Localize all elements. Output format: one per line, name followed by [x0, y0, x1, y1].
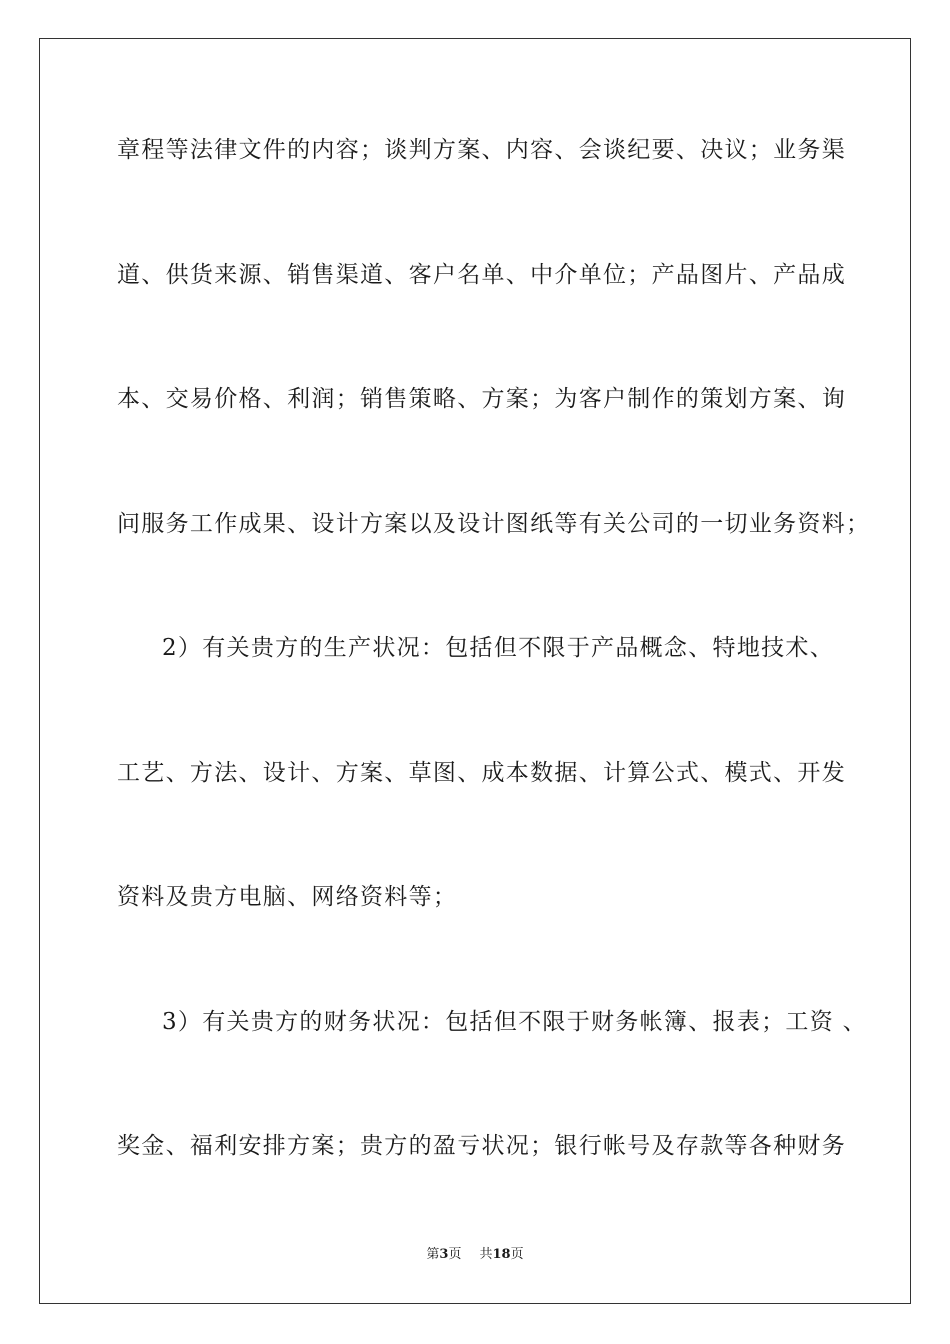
footer-page-prefix: 第: [426, 1247, 440, 1262]
footer-page-suffix: 页: [448, 1247, 462, 1262]
page-frame: [39, 38, 911, 1304]
footer-total-prefix: 共: [479, 1247, 493, 1262]
body-line-3: 本、交易价格、利润；销售策略、方案；为客户制作的策划方案、询: [117, 386, 846, 412]
body-line-9: 奖金、福利安排方案；贵方的盈亏状况；银行帐号及存款等各种财务: [117, 1133, 846, 1159]
body-line-5-paragraph-2: 2）有关贵方的生产状况：包括但不限于产品概念、特地技术、: [162, 635, 835, 661]
footer-page-number: 3: [439, 1247, 449, 1262]
body-line-7: 资料及贵方电脑、网络资料等；: [117, 884, 458, 910]
page-footer: [0, 1246, 950, 1264]
footer-total-suffix: 页: [510, 1247, 524, 1262]
body-line-1: 章程等法律文件的内容；谈判方案、内容、会谈纪要、决议；业务渠: [117, 137, 846, 163]
body-line-2: 道、供货来源、销售渠道、客户名单、中介单位；产品图片、产品成: [117, 262, 846, 288]
body-line-8-paragraph-3: 3）有关贵方的财务状况：包括但不限于财务帐簿、报表；工资 、: [162, 1009, 867, 1035]
body-line-6: 工艺、方法、设计、方案、草图、成本数据、计算公式、模式、开发: [117, 760, 846, 786]
footer-total-pages: 18: [492, 1247, 511, 1262]
body-line-4: 问服务工作成果、设计方案以及设计图纸等有关公司的一切业务资料；: [117, 511, 871, 537]
